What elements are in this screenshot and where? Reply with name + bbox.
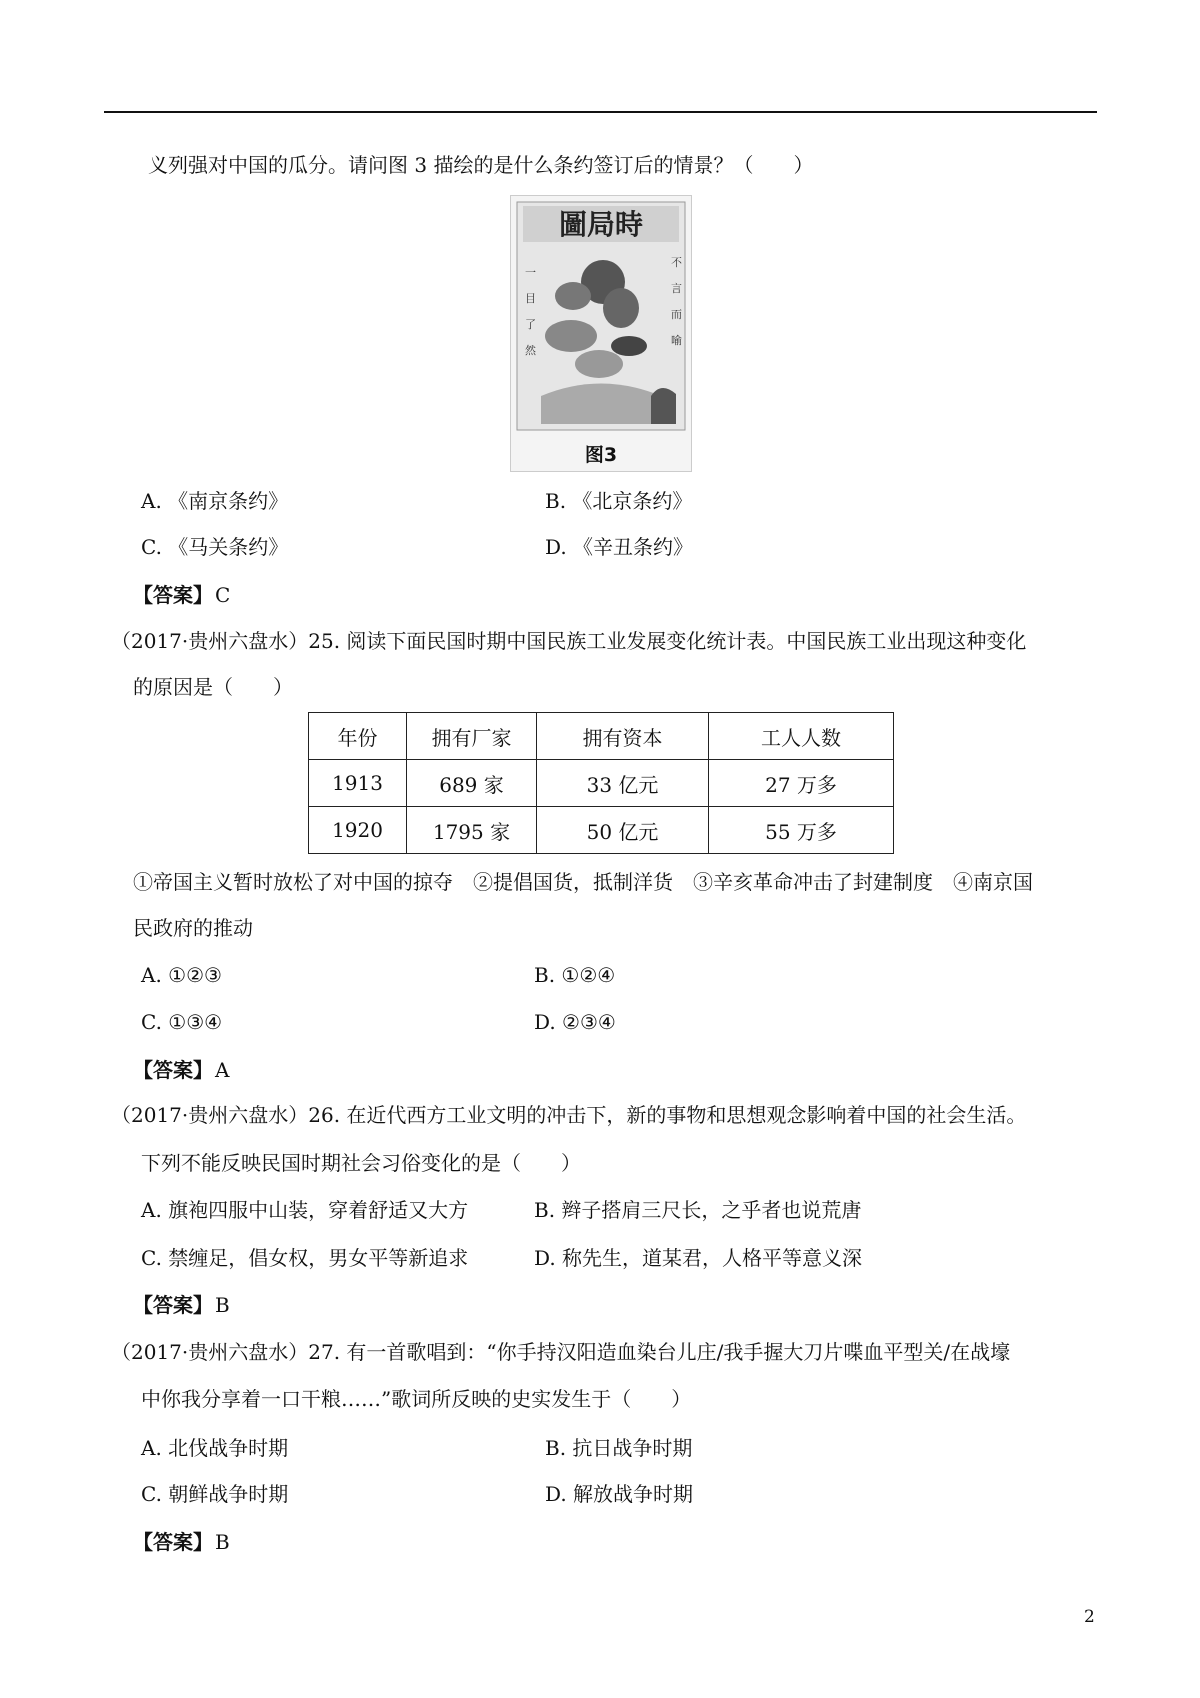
q24-answer <box>133 581 230 609</box>
q25-option-a: A. ①②③ <box>141 963 222 987</box>
figure-caption: 图3 <box>584 444 618 466</box>
answer-value: B <box>215 1293 230 1317</box>
table-header-row <box>309 713 894 760</box>
table-cell: 50 亿元 <box>537 807 709 854</box>
answer-value: A <box>215 1058 230 1082</box>
answer-label: 【答案】 <box>133 1530 213 1554</box>
table-header-cell: 工人人数 <box>709 713 894 760</box>
q25-statements-line2: 民政府的推动 <box>133 916 253 940</box>
q25-statements-line1: ①帝国主义暂时放松了对中国的掠夺 ②提倡国货，抵制洋货 ③辛亥革命冲击了封建制度 ④南京国 <box>133 870 1033 894</box>
answer-value: B <box>215 1530 230 1554</box>
q24-option-d: D. 《辛丑条约》 <box>545 535 694 559</box>
industry-stat-table <box>308 712 894 854</box>
table-cell: 1913 <box>309 760 407 807</box>
q25-option-d: D. ②③④ <box>534 1010 616 1034</box>
table-cell: 33 亿元 <box>537 760 709 807</box>
answer-value: C <box>215 583 231 607</box>
q27-option-b: B. 抗日战争时期 <box>545 1436 693 1460</box>
q27-stem-line2: 中你我分享着一口干粮……”歌词所反映的史实发生于（ ） <box>141 1387 692 1411</box>
cartoon-right-text: 不言而喻 <box>671 256 682 347</box>
q26-stem-line2: 下列不能反映民国时期社会习俗变化的是（ ） <box>141 1151 581 1175</box>
table-cell: 1795 家 <box>407 807 537 854</box>
q25-stem-line2: 的原因是（ ） <box>133 675 293 699</box>
q24-option-b: B. 《北京条约》 <box>545 489 693 513</box>
q27-answer <box>133 1528 230 1556</box>
q26-option-d: D. 称先生，道某君，人格平等意义深 <box>534 1246 863 1270</box>
q25-answer <box>133 1056 229 1084</box>
table-header-cell: 拥有厂家 <box>407 713 537 760</box>
table-header-cell: 拥有资本 <box>537 713 709 760</box>
q26-option-b: B. 辫子搭肩三尺长，之乎者也说荒唐 <box>534 1198 862 1222</box>
table-cell: 1920 <box>309 807 407 854</box>
answer-label: 【答案】 <box>133 1058 213 1082</box>
q26-option-a: A. 旗袍四服中山装，穿着舒适又大方 <box>141 1198 469 1222</box>
q24-stem-tail: 义列强对中国的瓜分。请问图 3 描绘的是什么条约签订后的情景？（ ） <box>148 153 814 177</box>
cartoon-figure <box>510 195 692 472</box>
q24-option-a: A. 《南京条约》 <box>141 489 289 513</box>
q27-stem-line1: （2017·贵州六盘水）27. 有一首歌唱到：“你手持汉阳造血染台儿庄/我手握大刀片喋血平型关/在战壕 <box>111 1340 1011 1364</box>
q24-option-c: C. 《马关条约》 <box>141 535 289 559</box>
q26-answer <box>133 1291 230 1319</box>
table-cell: 689 家 <box>407 760 537 807</box>
q27-option-d: D. 解放战争时期 <box>545 1482 694 1506</box>
header-rule <box>104 111 1097 113</box>
table-cell: 55 万多 <box>709 807 894 854</box>
q25-stem-line1: （2017·贵州六盘水）25. 阅读下面民国时期中国民族工业发展变化统计表。中国民族工业出现这种变化 <box>111 629 1027 653</box>
q25-option-c: C. ①③④ <box>141 1010 223 1034</box>
table-cell: 27 万多 <box>709 760 894 807</box>
q27-option-c: C. 朝鲜战争时期 <box>141 1482 289 1506</box>
table-row <box>309 760 894 807</box>
cartoon-left-text: 一目了然 <box>525 266 536 357</box>
q26-stem-line1: （2017·贵州六盘水）26. 在近代西方工业文明的冲击下，新的事物和思想观念影响着中国的社会生活。 <box>111 1103 1027 1127</box>
q26-option-c: C. 禁缠足，倡女权，男女平等新追求 <box>141 1246 469 1270</box>
table-row <box>309 807 894 854</box>
q27-option-a: A. 北伐战争时期 <box>141 1436 289 1460</box>
q25-option-b: B. ①②④ <box>534 963 616 987</box>
answer-label: 【答案】 <box>133 583 213 607</box>
page-number: 2 <box>1084 1607 1095 1627</box>
cartoon-title: 圖局時 <box>558 208 644 241</box>
table-header-cell: 年份 <box>309 713 407 760</box>
cartoon-image <box>511 196 691 436</box>
answer-label: 【答案】 <box>133 1293 213 1317</box>
